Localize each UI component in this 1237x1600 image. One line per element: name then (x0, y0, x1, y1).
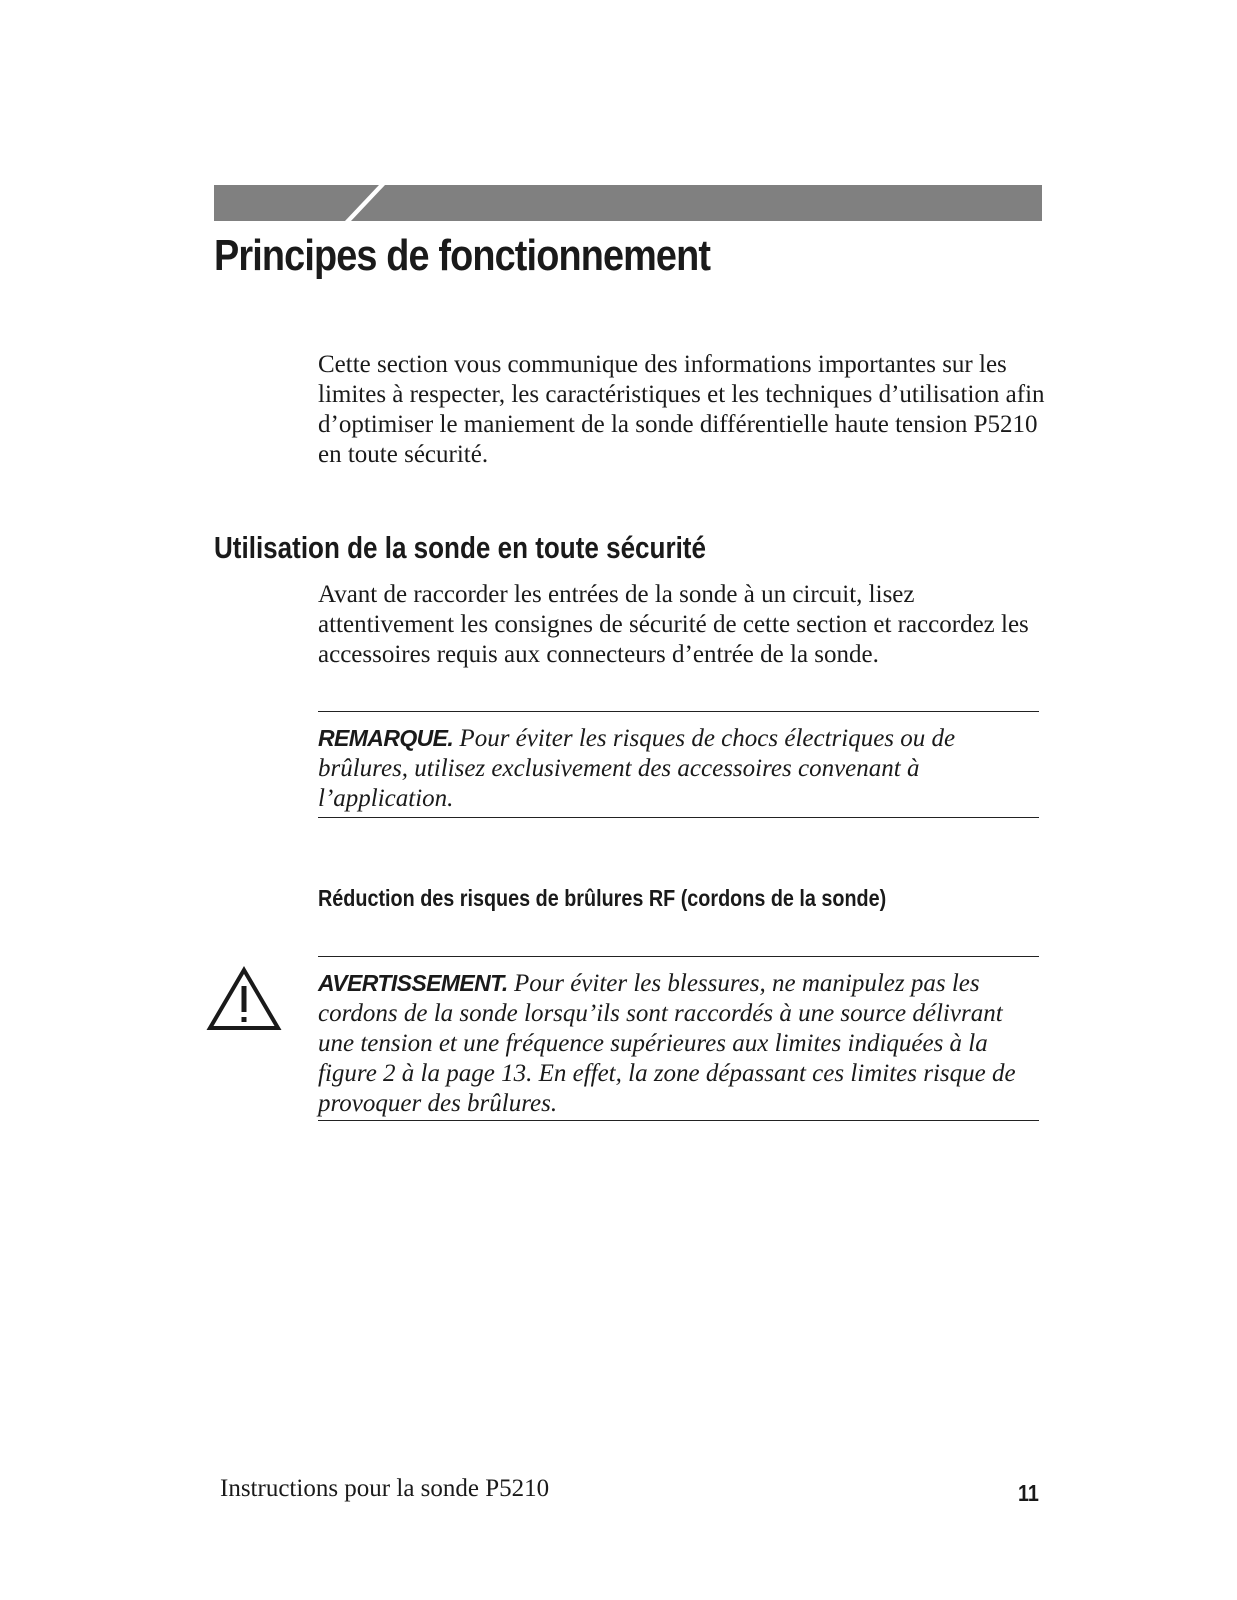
warning-top-rule (318, 956, 1039, 957)
warning-block (318, 968, 1043, 1119)
warning-label: AVERTISSEMENT. (318, 970, 508, 996)
note-block (318, 723, 1043, 814)
chapter-header-bar (214, 185, 1042, 221)
subsection-heading: Réduction des risques de brûlures RF (cordons de la sonde) (318, 885, 887, 911)
note-bottom-rule (318, 817, 1039, 818)
note-text: Pour éviter les risques de chocs électriques ou de brûlures, utilisez exclusivement des accessoires convenant à l’application. (318, 725, 956, 812)
footer-document-title: Instructions pour la sonde P5210 (220, 1475, 550, 1502)
warning-text: Pour éviter les blessures, ne manipulez pas les cordons de la sonde lorsqu’ils sont raccordés à une source délivrant une tension et une fréquence supérieures aux limites indiquées à la figure 2 à la page 13. En effet, la zone dépassant ces limites risque de provoquer des brûlures. (318, 970, 1016, 1117)
note-top-rule (318, 711, 1039, 712)
section-intro-paragraph: Avant de raccorder les entrées de la sonde à un circuit, lisez attentivement les consignes de sécurité de cette section et raccordez les accessoires requis aux connecteurs d’entrée de la sonde. (318, 581, 1029, 668)
intro-paragraph: Cette section vous communique des informations importantes sur les limites à respecter, les caractéristiques et les techniques d’utilisation afin d’optimiser le maniement de la sonde différentielle haute tension P5210 en toute sécurité. (318, 351, 1045, 468)
warning-bottom-rule (318, 1120, 1039, 1121)
warning-triangle-icon (206, 966, 282, 1032)
section-heading: Utilisation de la sonde en toute sécurité (214, 530, 706, 565)
page-number: 11 (1018, 1480, 1039, 1506)
page-title: Principes de fonctionnement (214, 231, 711, 280)
note-label: REMARQUE. (318, 725, 454, 751)
